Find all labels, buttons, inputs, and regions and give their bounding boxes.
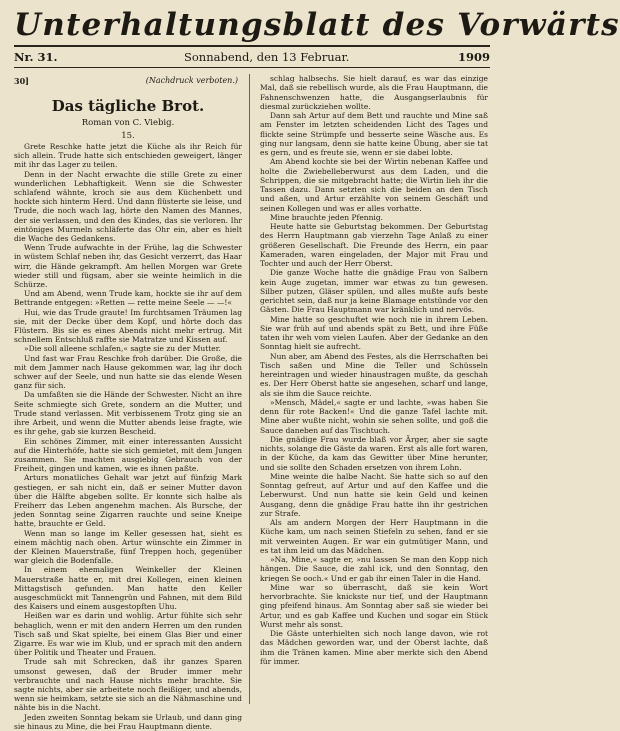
reprint-note: (Nachdruck verboten.) [145,76,238,85]
story-title: Das tägliche Brot. [51,97,205,115]
article-paragraph: Heißen war es darin und wohlig. Artur fühlte sich sehr behaglich, wenn er mit den andern Herren um den runden Tisch saß und Skat spielte, bei einem Glas Bier und einer Zigarre. Es war wie im Klub, und er sprach mit den andern über Politik und Theater und Frauen. [14,611,242,658]
article-paragraph: Ein schönes Zimmer, mit einer interessanten Aussicht auf die Hinterhöfe, hatte sie sich gemietet, mit dem Jungen zusammen. Sie machten ausgiebig Gebrauch von der Freiheit, gingen und kamen, wie es ihnen paßte. [14,436,242,474]
article-paragraph: Grete Reschke hatte jetzt die Küche als ihr Reich für sich allein. Trude hatte sich entschieden geweigert, länger mit ihr das Lager zu teilen. [14,142,242,170]
article-paragraph: Denn in der Nacht erwachte die stille Grete zu einer wunderlichen Lebhaftigkeit. Wenn sie die Schwester schlafend wähnte, kroch sie aus dem Küchenbett und hockte sich hinterm Herd. Und dann flüsterte sie leise, und Trude, die noch wach lag, hörte den Namen des Mannes, der sie verlassen, und den des Kindes, das sie verloren. Ihr eintöniges Murmeln schläferte das Ohr ein, aber es hielt die Wache des Gedankens. [14,169,242,244]
article-column-right [260,74,488,704]
article-paragraph: »Die soll alleene schlafen,« sagte sie zu der Mutter. [24,344,221,354]
serial-number: 30] [14,76,29,86]
issue-number: Nr. 31. [14,50,58,64]
masthead-rule-top [14,45,490,47]
masthead-title: Unterhaltungsblatt des Vorwärts [14,7,620,43]
article-meta [14,74,242,88]
article-paragraph: Arturs monatliches Gehalt war jetzt auf fünfzig Mark gestiegen, er sah nicht ein, daß er seiner Mutter davon über die Hälfte abgeben sollte. Er konnte sich halbe als Freiherr das Leben angenehm machen. Als Bursche, der jeden Sonntag seine Zigarren rauchte und seine Kneipe hatte, brauchte er Geld. [14,473,242,529]
article-paragraph: Mine hatte so geschuftet wie noch nie in ihrem Leben. Sie war früh auf und abends spät zu Bett, und ihre Füße taten ihr weh vom vielen Laufen. Aber der Gedanke an den Sonntag hielt sie aufrecht. [260,314,488,352]
article-body-left [14,142,242,731]
issue-year: 1909 [457,50,490,64]
article-paragraph: Nun aber, am Abend des Festes, als die Herrschaften bei Tisch saßen und Mine die Teller und Schüsseln hereintragen und wieder hinaustragen mußte, da geschah es. Der Herr Oberst hatte sie angesehen, scharf und lange, als sie ihm die Sauce reichte. [260,351,488,398]
story-byline: Roman von C. Viebig. [81,118,175,128]
article-paragraph: Dann sah Artur auf dem Bett und rauchte und Mine saß am Fenster im letzten scheidenden Licht des Tages und flickte seine Strümpfe und besserte seine Wäsche aus. Es ging nur langsam, denn sie hatte keine Übung, aber sie tat es gern, und es freute sie, wenn er sie dabei lobte. [260,111,488,157]
article-paragraph: »Mensch, Mädel,« sagte er und lachte, »was haben Sie denn für rote Backen!« Und die ganze Tafel lachte mit. Mine aber wußte nicht, wohin sie sehen sollte, und goß die Sauce daneben auf das Tischtuch. [260,397,488,435]
chapter-number: 15. [121,131,135,141]
issue-row [14,49,490,65]
article-paragraph: Hui, wie das Trude graute! Im furchtsamen Träumen lag sie, mit der Decke über dem Kopf, und hörte doch das Flüstern. Bis sie es eines Abends nicht mehr ertrug. Mit schnellem Entschluß raffte sie Matratze und Kissen auf. [14,307,242,345]
article-paragraph: Mine brauchte jeden Pfennig. [270,212,384,222]
article-paragraph: Trude sah mit Schrecken, daß ihr ganzes Sparen umsonst gewesen, daß der Bruder immer mehr verbrauchte und nach Hause nichts mehr brachte. Sie sagte nichts, aber sie arbeitete noch fleißiger, und abends, wenn sie heimkam, setzte sie sich an die Nähmaschine und nähte bis in die Nacht. [14,657,242,713]
article-paragraph: In einem ehemaligen Weinkeller der Kleinen Mauerstraße hatte er, mit drei Kollegen, einen kleinen Mittagstisch gefunden. Man hatte den Keller ausgeschmückt mit Tannengrün und Fahnen, mit dem Bild des Kaisers und einem ausgestopften Uhu. [14,565,242,612]
article-paragraph: Und am Abend, wenn Trude kam, hockte sie ihr auf dem Bettrande entgegen: »Retten — rette meine Seele — —!« [14,289,242,308]
article-paragraph: schlag halbsechs. Sie hielt darauf, es war das einzige Mal, daß sie rebellisch wurde, als die Frau Hauptmann, die Fahnenschwenzen hatte, die Ausgangserlaubnis für diesmal zurückziehen wollte. [260,74,488,111]
article-paragraph: Heute hatte sie Geburtstag bekommen. Der Geburtstag des Herrn Hauptmann gab vierzehn Tage Anlaß zu einer größeren Gesellschaft. Die Freunde des Herrn, ein paar Kameraden, waren eingeladen, der Major mit Frau und Tochter und auch der Herr Oberst. [260,222,488,268]
column-divider [249,74,250,704]
masthead-rule-bottom [14,67,490,68]
article-paragraph: Die gnädige Frau wurde blaß vor Ärger, aber sie sagte nichts, solange die Gäste da waren. Erst als alle fort waren, in der Küche, da kam das Gewitter über Mine herunter, und sie sollte den Schaden ersetzen von ihrem Lohn. [260,434,488,472]
issue-date: Sonnabend, den 13 Februar. [184,50,350,64]
article-paragraph: Und fast war Frau Reschke froh darüber. Die Große, die mit dem Jammer nach Hause gekommen war, lag ihr doch schwer auf der Seele, und nun hatte sie das elende Wesen ganz für sich. [14,353,242,391]
article-paragraph: »Na, Mine,« sagte er, »nu lassen Se man den Kopp nich hängen. Die Sauce, die zahl ick, und den Sonntag, den kriegen Se ooch.« Und er gab ihr einen Taler in die Hand. [260,555,488,583]
article-paragraph: Als am andern Morgen der Herr Hauptmann in die Küche kam, um nach seinen Stiefeln zu sehen, fand er sie mit verweinten Augen. Er war ein gutmütiger Mann, und es tat ihm leid um das Mädchen. [260,518,488,555]
article-paragraph: Die ganze Woche hatte die gnädige Frau von Salbern kein Auge zugetan, immer war etwas zu tun gewesen. Silber putzen, Gläser spülen, und alles mußte aufs beste gerichtet sein, daß nur ja keine Blamage entstünde vor den Gästen. Die Frau Hauptmann war kränklich und nervös. [260,268,488,315]
article-paragraph: Wenn Trude aufwachte in der Frühe, lag die Schwester in wüstem Schlaf neben ihr, das Gesicht verzerrt, das Haar wirr, die Hände gekrampft. Am hellen Morgen war Grete wieder still und fügsam, aber sie weinte heimlich in die Schürze. [14,243,242,290]
article-paragraph: Mine war so überrascht, daß sie kein Wort hervorbrachte. Sie knickste nur tief, und der Hauptmann ging pfeifend hinaus. Am Sonntag aber saß sie wieder bei Artur, und es gab Kaffee und Kuchen und sogar ein Stück Wurst mehr als sonst. [260,582,488,629]
article-paragraph: Mine weinte die halbe Nacht. Sie hatte sich so auf den Sonntag gefreut, auf Artur und auf den Kaffee und die Leberwurst. Und nun hatte sie kein Geld und keinen Ausgang, denn die gnädige Frau hatte ihn ihr gestrichen zur Strafe. [260,471,488,518]
article-body-right [260,74,488,666]
article-paragraph: Am Abend kochte sie bei der Wirtin nebenan Kaffee und holte die Zwiebelleberwurst aus dem Laden, und die Schrippen, die sie mitgebracht hatte; die Wirtin lieh ihr die Tassen dazu. Dann setzten sich die beiden an den Tisch und aßen, und Artur erzählte von seinem Geschäft und seinen Kollegen und was er alles vorhatte. [260,157,488,213]
article-paragraph: Da umfaßten sie die Hände der Schwester. Nicht an ihre Seite schmiegte sich Grete, sondern an die Mutter, und Trude stand verlassen. Mit verbissenem Trotz ging sie an ihre Arbeit, und wenn die Mutter abends leise fragte, wie es ihr gehe, gab sie kurzen Bescheid. [14,390,242,437]
article-paragraph: Jeden zweiten Sonntag bekam sie Urlaub, und dann ging sie hinaus zu Mine, die bei Frau Hauptmann diente. [14,712,242,731]
article-column-left [14,74,242,731]
article-paragraph: Wenn man so lange im Keller gesessen hat, sieht es einem mächtig nach oben. Artur wünschte ein Zimmer in der Kleinen Mauerstraße, fünf Treppen hoch, gegenüber war gleich die Bodenfalle. [14,528,242,566]
article-paragraph: Die Gäste unterhielten sich noch lange davon, wie rot das Mädchen geworden war, und der Oberst lachte, daß ihm die Tränen kamen. Mine aber merkte sich den Abend für immer. [260,629,488,666]
